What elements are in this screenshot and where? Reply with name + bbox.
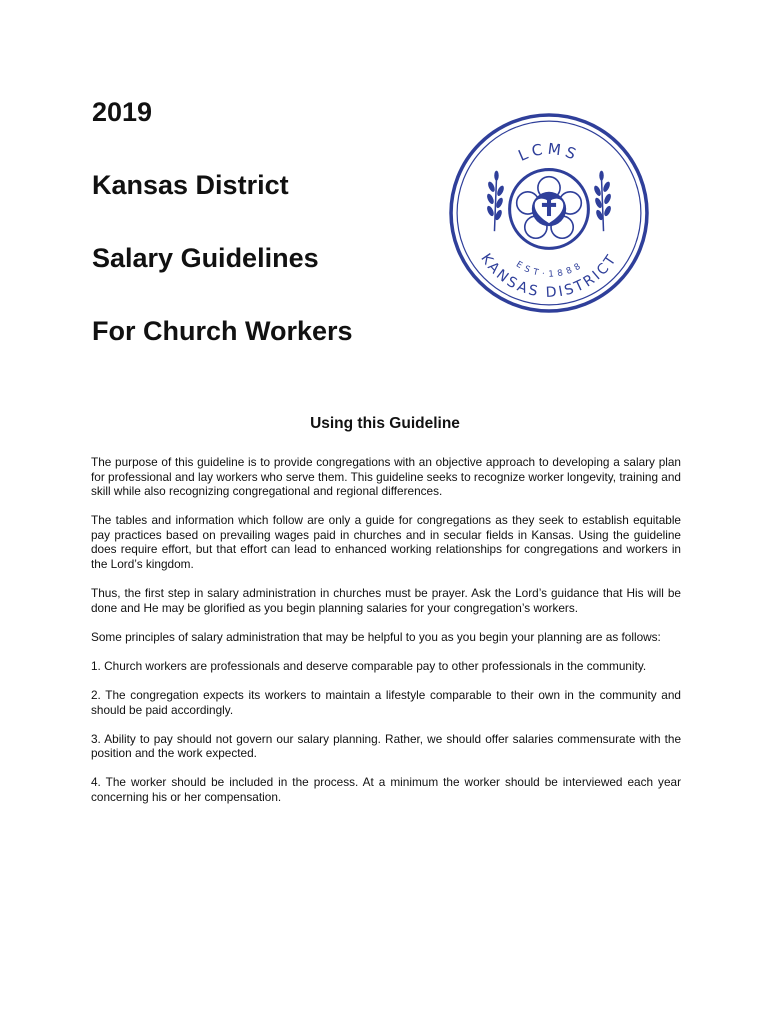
title-subject: Salary Guidelines	[92, 243, 319, 273]
principle-2: 2. The congregation expects its workers to maintain a lifestyle comparable to their own in the community and should be paid accordingly.	[91, 688, 681, 717]
principle-1: 1. Church workers are professionals and deserve comparable pay to other professionals in the community.	[91, 658, 647, 673]
logo-lcms-text: LCMS	[515, 139, 583, 165]
wheat-left-icon	[486, 171, 506, 232]
lcms-kansas-district-logo	[448, 112, 650, 314]
title-audience: For Church Workers	[92, 316, 353, 346]
title-district: Kansas District	[92, 170, 289, 200]
principle-3: 3. Ability to pay should not govern our salary planning. Rather, we should offer salaries commensurate with the position and the work expected.	[91, 731, 681, 761]
principle-4: 4. The worker should be included in the process. At a minimum the worker should be interviewed each year concerning his or her compensation.	[91, 775, 681, 804]
guideline-body	[91, 455, 681, 819]
luther-rose-icon	[517, 177, 582, 239]
title-year: 2019	[92, 97, 153, 127]
section-heading: Using this Guideline	[310, 415, 460, 432]
logo-district-text: KANSAS DISTRICT	[477, 250, 621, 302]
paragraph-principles-intro: Some principles of salary administration that may be helpful to you as you begin your planning are as follows:	[91, 629, 661, 644]
logo-established-text: EST·1888	[514, 259, 586, 280]
paragraph-purpose: The purpose of this guideline is to provide congregations with an objective approach to developing a salary plan for professional and lay workers who serve them. This guideline seeks to recognize worker longevity, training and skill while also recognizing congregational and regional differences.	[91, 455, 681, 499]
wheat-right-icon	[593, 171, 613, 232]
paragraph-prayer: Thus, the first step in salary administration in churches must be prayer. Ask the Lord’s guidance that His will be done and He may be glorified as you begin planning salaries for your congregation’s workers.	[91, 586, 681, 615]
paragraph-tables: The tables and information which follow are only a guide for congregations as they seek to establish equitable pay practices based on prevailing wages paid in churches and in secular fields in Kansas. Using the guideline does require effort, but that effort can lead to enhanced working relationships for congregations and workers in the Lord’s kingdom.	[91, 513, 681, 572]
